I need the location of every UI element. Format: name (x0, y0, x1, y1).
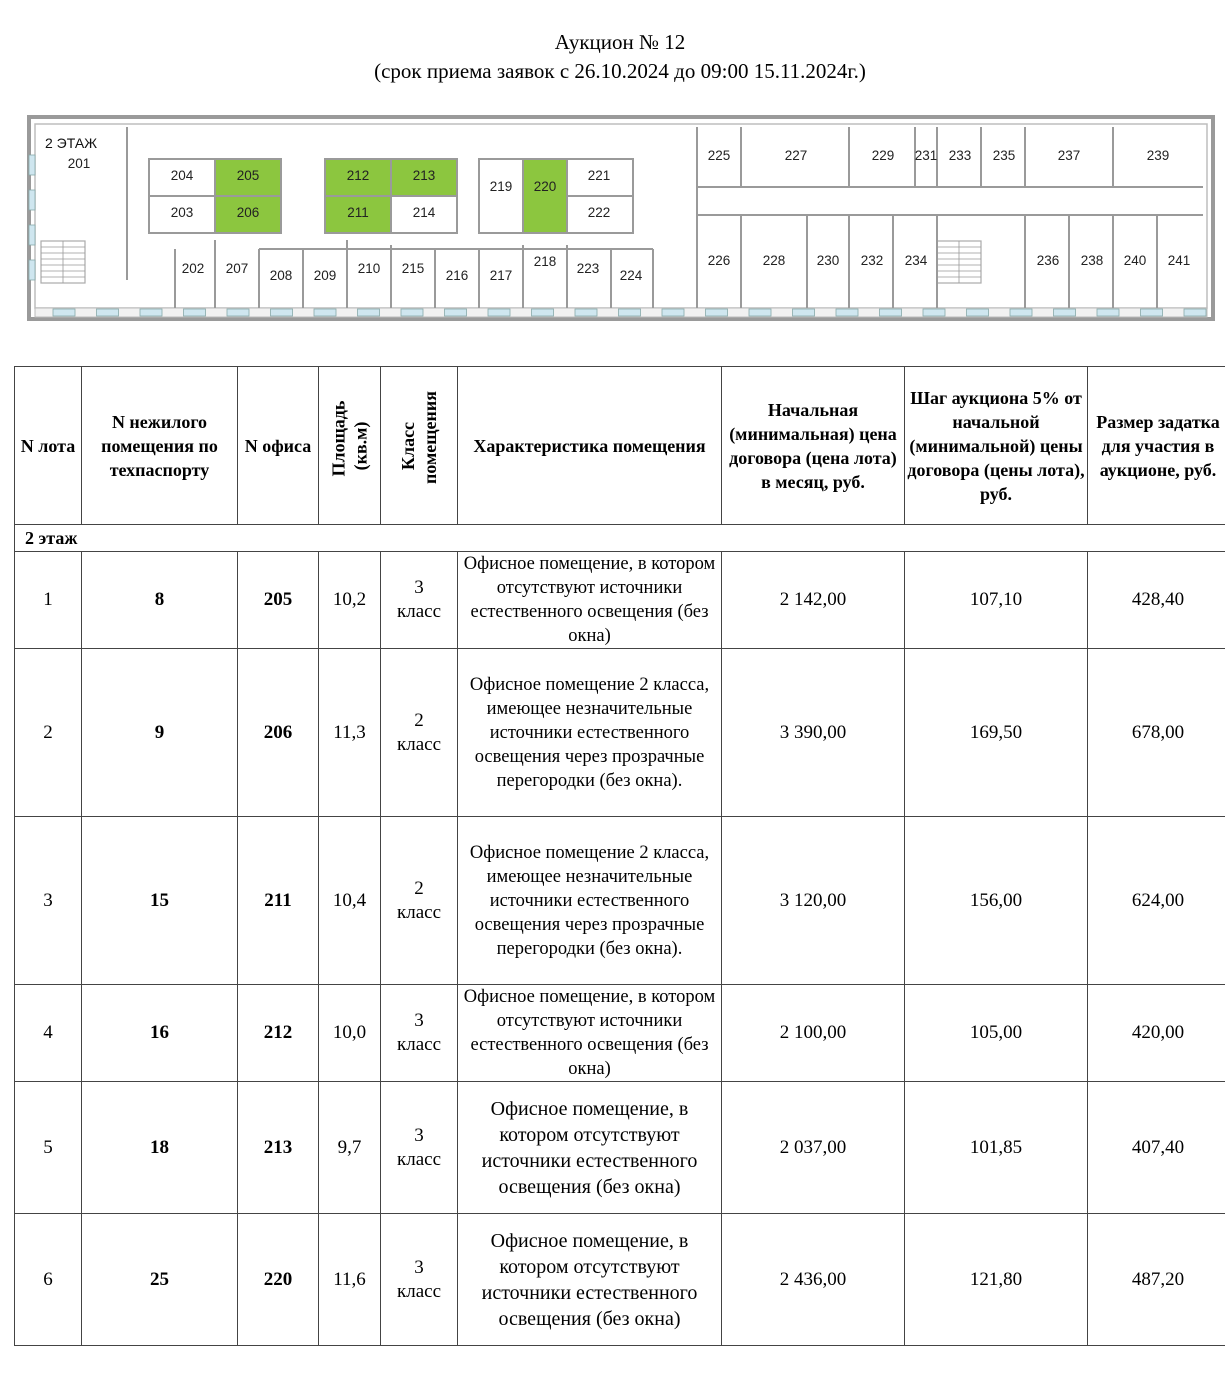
header-step: Шаг аукциона 5% от начальной (минимальной) цены договора (цены лота), руб. (905, 367, 1088, 525)
window (140, 309, 162, 316)
class-word: класс (396, 733, 441, 755)
room-label-216: 216 (445, 268, 469, 283)
room-label-211: 211 (347, 205, 369, 220)
header-area (319, 367, 381, 525)
room-label-212: 212 (346, 168, 370, 183)
cell-lot: 4 (15, 985, 82, 1082)
room-label-228: 228 (762, 253, 786, 268)
cell-class (381, 985, 458, 1082)
class-number: 3 (414, 1256, 424, 1278)
cell-area: 10,2 (319, 552, 381, 649)
header-deposit: Размер задатка для участия в аукционе, руб. (1088, 367, 1225, 525)
table-row (15, 1082, 1225, 1214)
header-lot-no: N лота (15, 367, 82, 525)
room-label-204: 204 (170, 168, 194, 183)
table-row (15, 817, 1225, 985)
header-tech-no: N нежилого помещения по техпаспорту (82, 367, 238, 525)
window (184, 309, 206, 316)
room-label-201: 201 (67, 156, 91, 171)
cell-lot: 1 (15, 552, 82, 649)
cell-price: 2 037,00 (722, 1082, 905, 1214)
window (314, 309, 336, 316)
section-label: 2 этаж (15, 525, 1225, 552)
cell-office-no: 213 (238, 1082, 319, 1214)
window (662, 309, 684, 316)
cell-area: 11,6 (319, 1214, 381, 1346)
room-label-203: 203 (170, 205, 194, 220)
cell-deposit: 624,00 (1088, 817, 1225, 985)
window (271, 309, 293, 316)
cell-desc: Офисное помещение, в котором отсутствуют источники естественного освещения (без окна) (458, 552, 722, 649)
room-220-highlight (524, 160, 566, 232)
window (227, 309, 249, 316)
room-label-202: 202 (181, 261, 205, 276)
room-label-237: 237 (1057, 148, 1081, 163)
room-label-223: 223 (576, 261, 600, 276)
window (53, 309, 75, 316)
floor-plan (27, 115, 1215, 325)
window (1054, 309, 1076, 316)
cell-office-no: 205 (238, 552, 319, 649)
room-label-233: 233 (948, 148, 972, 163)
cell-office-no: 211 (238, 817, 319, 985)
cell-price: 3 390,00 (722, 649, 905, 817)
window (1097, 309, 1119, 316)
cell-price: 3 120,00 (722, 817, 905, 985)
room-label-217: 217 (489, 268, 513, 283)
window (923, 309, 945, 316)
cell-lot: 3 (15, 817, 82, 985)
cell-area: 9,7 (319, 1082, 381, 1214)
cell-desc: Офисное помещение, в котором отсутствуют источники естественного освещения (без окна) (458, 985, 722, 1082)
cell-class (381, 1082, 458, 1214)
class-number: 3 (414, 577, 424, 598)
cell-step: 169,50 (905, 649, 1088, 817)
room-label-210: 210 (357, 261, 381, 276)
cell-step: 105,00 (905, 985, 1088, 1082)
class-number: 3 (414, 1010, 424, 1031)
room-label-236: 236 (1036, 253, 1060, 268)
cell-area: 10,4 (319, 817, 381, 985)
cell-lot: 5 (15, 1082, 82, 1214)
cell-tech-no: 25 (82, 1214, 238, 1346)
class-word: класс (396, 1148, 441, 1170)
room-label-241: 241 (1167, 253, 1191, 268)
table-row (15, 649, 1225, 817)
cell-class (381, 817, 458, 985)
window (793, 309, 815, 316)
header-price: Начальная (минимальная) цена договора (цена лота) в месяц, руб. (722, 367, 905, 525)
cell-class (381, 1214, 458, 1346)
room-label-230: 230 (816, 253, 840, 268)
cell-area: 10,0 (319, 985, 381, 1082)
cell-deposit: 678,00 (1088, 649, 1225, 817)
cell-deposit: 420,00 (1088, 985, 1225, 1082)
table-row (15, 985, 1225, 1082)
auction-title: Аукцион № 12 (554, 30, 686, 54)
cell-class (381, 552, 458, 649)
class-number: 3 (414, 1124, 424, 1146)
cell-desc: Офисное помещение, в котором отсутствуют источники естественного освещения (без окна) (458, 1082, 722, 1214)
window (836, 309, 858, 316)
room-label-240: 240 (1123, 253, 1147, 268)
cell-step: 121,80 (905, 1214, 1088, 1346)
class-word: класс (396, 1280, 441, 1302)
class-word: класс (396, 601, 441, 622)
room-label-227: 227 (784, 148, 808, 163)
table-row (15, 552, 1225, 649)
cell-deposit: 428,40 (1088, 552, 1225, 649)
room-label-214: 214 (412, 205, 436, 220)
window (532, 309, 554, 316)
window (1141, 309, 1163, 316)
room-label-224: 224 (619, 268, 643, 283)
window (488, 309, 510, 316)
room-label-235: 235 (992, 148, 1016, 163)
room-label-220: 220 (533, 179, 557, 194)
cell-step: 107,10 (905, 552, 1088, 649)
room-label-225: 225 (707, 148, 731, 163)
auction-deadline: (срок приема заявок с 26.10.2024 до 09:00 15.11.2024г.) (374, 59, 866, 83)
window (97, 309, 119, 316)
room-label-206: 206 (236, 205, 260, 220)
room-label-231: 231 (914, 148, 938, 163)
window (575, 309, 597, 316)
cell-office-no: 206 (238, 649, 319, 817)
table-row (15, 1214, 1225, 1346)
room-label-221: 221 (587, 168, 611, 183)
cell-deposit: 407,40 (1088, 1082, 1225, 1214)
room-label-238: 238 (1080, 253, 1104, 268)
cell-class (381, 649, 458, 817)
lots-table (14, 366, 1225, 1346)
cell-lot: 6 (15, 1214, 82, 1346)
cell-office-no: 220 (238, 1214, 319, 1346)
window (706, 309, 728, 316)
cell-desc: Офисное помещение, в котором отсутствуют источники естественного освещения (без окна) (458, 1214, 722, 1346)
room-label-232: 232 (860, 253, 884, 268)
cell-area: 11,3 (319, 649, 381, 817)
floor-label: 2 ЭТАЖ (45, 135, 98, 151)
window (1010, 309, 1032, 316)
cell-tech-no: 8 (82, 552, 238, 649)
room-label-234: 234 (904, 253, 928, 268)
cell-price: 2 142,00 (722, 552, 905, 649)
window (401, 309, 423, 316)
cell-step: 156,00 (905, 817, 1088, 985)
window (880, 309, 902, 316)
cell-step: 101,85 (905, 1082, 1088, 1214)
window (1184, 309, 1206, 316)
cell-tech-no: 9 (82, 649, 238, 817)
cell-desc: Офисное помещение 2 класса, имеющее незначительные источники естественного освещения через прозрачные перегородки (без окна). (458, 817, 722, 985)
cell-price: 2 100,00 (722, 985, 905, 1082)
room-label-219: 219 (489, 179, 513, 194)
window (749, 309, 771, 316)
room-label-209: 209 (313, 268, 337, 283)
room-label-229: 229 (871, 148, 895, 163)
section-row (15, 525, 1225, 552)
window (619, 309, 641, 316)
room-label-239: 239 (1146, 148, 1170, 163)
room-label-207: 207 (225, 261, 249, 276)
cell-office-no: 212 (238, 985, 319, 1082)
header-desc: Характеристика помещения (458, 367, 722, 525)
cell-lot: 2 (15, 649, 82, 817)
header-office-no: N офиса (238, 367, 319, 525)
class-word: класс (396, 901, 441, 923)
window (445, 309, 467, 316)
header-class-text: Класс помещения (398, 390, 440, 484)
class-number: 2 (414, 709, 424, 731)
header-class (381, 367, 458, 525)
room-label-218: 218 (533, 254, 557, 269)
room-label-226: 226 (707, 253, 731, 268)
cell-price: 2 436,00 (722, 1214, 905, 1346)
cell-desc: Офисное помещение 2 класса, имеющее незначительные источники естественного освещения через прозрачные перегородки (без окна). (458, 649, 722, 817)
cell-tech-no: 16 (82, 985, 238, 1082)
class-word: класс (396, 1034, 441, 1055)
room-label-208: 208 (269, 268, 293, 283)
room-label-213: 213 (412, 168, 436, 183)
window (358, 309, 380, 316)
cell-tech-no: 18 (82, 1082, 238, 1214)
room-label-205: 205 (236, 168, 260, 183)
cell-tech-no: 15 (82, 817, 238, 985)
header-area-text: Площадь (кв.м) (328, 400, 371, 476)
cell-deposit: 487,20 (1088, 1214, 1225, 1346)
room-label-222: 222 (587, 205, 611, 220)
table-header-row (15, 367, 1225, 525)
window (967, 309, 989, 316)
room-label-215: 215 (401, 261, 425, 276)
class-number: 2 (414, 877, 424, 899)
